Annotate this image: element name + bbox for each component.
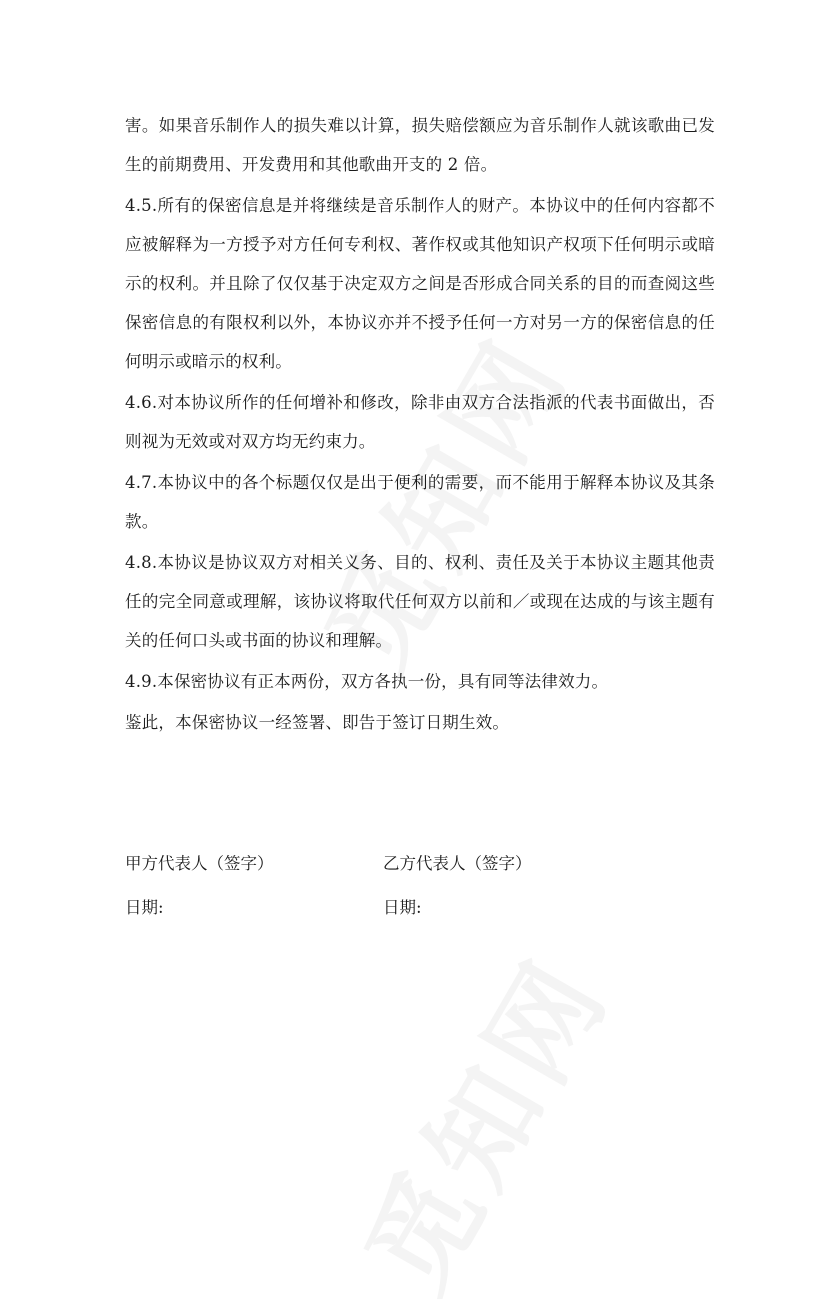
party-b-date-label: 日期: (383, 898, 422, 917)
signature-row (125, 844, 715, 884)
paragraph-clause-4-9: 4.9.本保密协议有正本两份，双方各执一份，具有同等法律效力。 (125, 672, 609, 691)
document-body (125, 106, 715, 744)
party-a-signature-label: 甲方代表人（签字） (125, 854, 274, 873)
watermark (322, 924, 639, 1314)
party-b-signature-label: 乙方代表人（签字） (383, 854, 532, 873)
date-row (125, 888, 715, 928)
party-a-date-label: 日期: (125, 898, 164, 917)
paragraph-clause-4-7: 4.7.本协议中的各个标题仅仅是出于便利的需要，而不能用于解释本协议及其条款。 (125, 473, 715, 531)
paragraph-damages-continued: 害。如果音乐制作人的损失难以计算，损失赔偿额应为音乐制作人就该歌曲已发生的前期费用、开发费用和其他歌曲开支的 2 倍。 (125, 116, 715, 174)
paragraph-clause-4-8: 4.8.本协议是协议双方对相关义务、目的、权利、责任及关于本协议主题其他责任的完全同意或理解，该协议将取代任何双方以前和／或现在达成的与该主题有关的任何口头或书面的协议和理解。 (125, 553, 715, 650)
paragraph-effective-statement: 鉴此，本保密协议一经签署、即告于签订日期生效。 (125, 713, 510, 732)
signature-block (125, 844, 715, 928)
paragraph-clause-4-6: 4.6.对本协议所作的任何增补和修改，除非由双方合法指派的代表书面做出，否则视为无效或对双方均无约束力。 (125, 393, 715, 451)
paragraph-clause-4-5: 4.5.所有的保密信息是并将继续是音乐制作人的财产。本协议中的任何内容都不应被解释为一方授予对方任何专利权、著作权或其他知识产权项下任何明示或暗示的权利。并且除了仅仅基于决定双方之间是否形成合同关系的目的而查阅这些保密信息的有限权利以外，本协议亦并不授予任何一方对另一方的保密信息的任何明示或暗示的权利。 (125, 196, 715, 371)
